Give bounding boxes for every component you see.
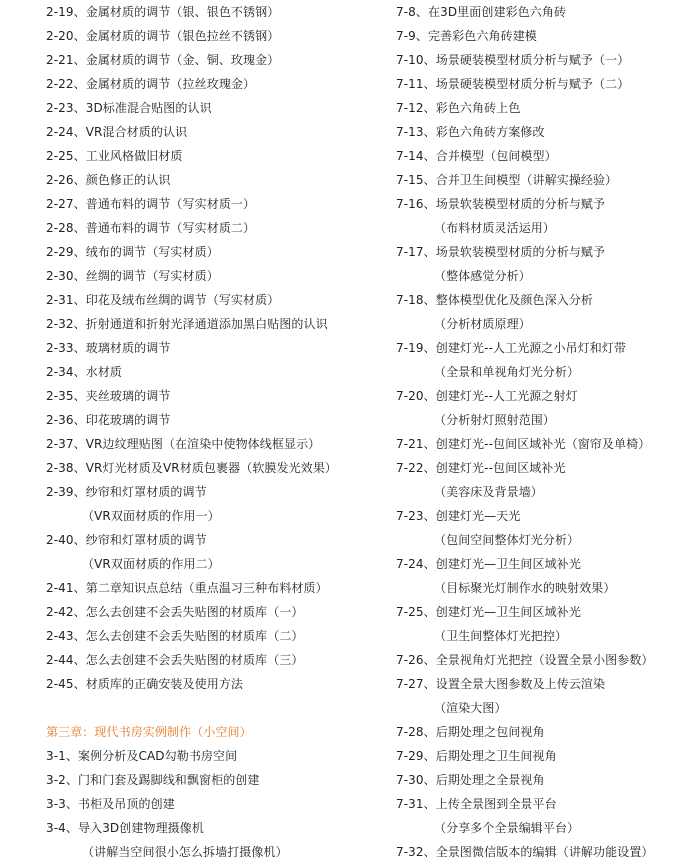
toc-item: 2-35、夹丝玻璃的调节	[46, 389, 171, 403]
toc-item: 2-22、金属材质的调节（拉丝玫瑰金）	[46, 77, 256, 91]
toc-item: 3-3、书柜及吊顶的创建	[46, 797, 175, 811]
right-column	[396, 0, 696, 864]
toc-item: 2-29、绒布的调节（写实材质）	[46, 245, 219, 259]
toc-item: 7-22、创建灯光--包间区域补光	[396, 461, 566, 475]
toc-subline: （分析射灯照射范围）	[434, 413, 556, 427]
toc-item: 2-44、怎么去创建不会丢失贴图的材质库（三）	[46, 653, 304, 667]
toc-item: 2-37、VR边纹理贴图（在渲染中使物体线框显示）	[46, 437, 321, 451]
toc-subline: （VR双面材质的作用一）	[82, 509, 220, 523]
toc-item: 7-28、后期处理之包间视角	[396, 725, 545, 739]
toc-item: 7-12、彩色六角砖上色	[396, 101, 521, 115]
toc-item: 7-27、设置全景大图参数及上传云渲染	[396, 677, 606, 691]
toc-subline: （卫生间整体灯光把控）	[434, 629, 568, 643]
toc-subline: （包间空间整体灯光分析）	[434, 533, 580, 547]
toc-item: 7-16、场景软装模型材质的分析与赋予	[396, 197, 606, 211]
toc-item: 2-45、材质库的正确安装及使用方法	[46, 677, 244, 691]
toc-item: 7-9、完善彩色六角砖建模	[396, 29, 537, 43]
toc-subline: （讲解当空间很小怎么拆墙打摄像机）	[82, 845, 288, 859]
toc-item: 7-23、创建灯光—天光	[396, 509, 521, 523]
toc-item: 7-19、创建灯光--人工光源之小吊灯和灯带	[396, 341, 627, 355]
toc-item: 2-20、金属材质的调节（银色拉丝不锈钢）	[46, 29, 280, 43]
toc-item: 2-43、怎么去创建不会丢失贴图的材质库（二）	[46, 629, 304, 643]
toc-subline: （目标聚光灯制作水的映射效果）	[434, 581, 616, 595]
toc-item: 2-25、工业风格做旧材质	[46, 149, 183, 163]
toc-item: 3-2、门和门套及踢脚线和飘窗柜的创建	[46, 773, 260, 787]
toc-item: 7-31、上传全景图到全景平台	[396, 797, 557, 811]
toc-item: 2-26、颜色修正的认识	[46, 173, 171, 187]
toc-item: 2-33、玻璃材质的调节	[46, 341, 171, 355]
toc-subline: （渲染大图）	[434, 701, 507, 715]
toc-item: 2-24、VR混合材质的认识	[46, 125, 188, 139]
toc-item: 2-28、普通布料的调节（写实材质二）	[46, 221, 256, 235]
toc-item: 2-34、水材质	[46, 365, 123, 379]
toc-item: 2-39、纱帘和灯罩材质的调节	[46, 485, 207, 499]
toc-item: 2-31、印花及绒布丝绸的调节（写实材质）	[46, 293, 280, 307]
toc-subline: （VR双面材质的作用二）	[82, 557, 220, 571]
toc-item: 7-10、场景硬装模型材质分析与赋予（一）	[396, 53, 630, 67]
toc-item: 7-24、创建灯光—卫生间区域补光	[396, 557, 581, 571]
chapter-heading: 第三章：现代书房实例制作（小空间）	[46, 725, 252, 739]
toc-item: 2-36、印花玻璃的调节	[46, 413, 171, 427]
toc-subline: （布料材质灵活运用）	[434, 221, 556, 235]
toc-subline: （全景和单视角灯光分析）	[434, 365, 580, 379]
toc-item: 3-1、案例分析及CAD勾勒书房空间	[46, 749, 238, 763]
toc-item: 2-42、怎么去创建不会丢失贴图的材质库（一）	[46, 605, 304, 619]
toc-item: 7-30、后期处理之全景视角	[396, 773, 545, 787]
toc-item: 7-29、后期处理之卫生间视角	[396, 749, 557, 763]
toc-item: 2-32、折射通道和折射光泽通道添加黑白贴图的认识	[46, 317, 328, 331]
toc-item: 7-14、合并模型（包间模型）	[396, 149, 557, 163]
toc-subline: （分析材质原理）	[434, 317, 531, 331]
toc-item: 7-8、在3D里面创建彩色六角砖	[396, 5, 567, 19]
toc-item: 2-41、第二章知识点总结（重点温习三种布料材质）	[46, 581, 328, 595]
toc-item: 2-38、VR灯光材质及VR材质包裹器（软膜发光效果）	[46, 461, 338, 475]
toc-subline: （美容床及背景墙）	[434, 485, 543, 499]
toc-item: 2-21、金属材质的调节（金、铜、玫瑰金）	[46, 53, 280, 67]
toc-item: 7-13、彩色六角砖方案修改	[396, 125, 545, 139]
spacer	[46, 696, 386, 720]
toc-item: 2-30、丝绸的调节（写实材质）	[46, 269, 219, 283]
toc-item: 2-19、金属材质的调节（银、银色不锈钢）	[46, 5, 280, 19]
toc-subline: （分享多个全景编辑平台）	[434, 821, 580, 835]
toc-item: 7-15、合并卫生间模型（讲解实操经验）	[396, 173, 618, 187]
toc-item: 3-4、导入3D创建物理摄像机	[46, 821, 204, 835]
toc-item: 7-21、创建灯光--包间区域补光（窗帘及单椅）	[396, 437, 651, 451]
toc-item: 2-27、普通布料的调节（写实材质一）	[46, 197, 256, 211]
toc-subline: （整体感觉分析）	[434, 269, 531, 283]
toc-item: 2-40、纱帘和灯罩材质的调节	[46, 533, 207, 547]
toc-item: 7-26、全景视角灯光把控（设置全景小图参数）	[396, 653, 654, 667]
left-column	[46, 0, 386, 864]
toc-item: 7-25、创建灯光—卫生间区域补光	[396, 605, 581, 619]
toc-item: 7-20、创建灯光--人工光源之射灯	[396, 389, 578, 403]
toc-item: 7-17、场景软装模型材质的分析与赋予	[396, 245, 606, 259]
toc-item: 7-11、场景硬装模型材质分析与赋予（二）	[396, 77, 630, 91]
toc-item: 2-23、3D标准混合贴图的认识	[46, 101, 212, 115]
toc-item: 7-32、全景图微信版本的编辑（讲解功能设置）	[396, 845, 654, 859]
toc-item: 7-18、整体模型优化及颜色深入分析	[396, 293, 594, 307]
